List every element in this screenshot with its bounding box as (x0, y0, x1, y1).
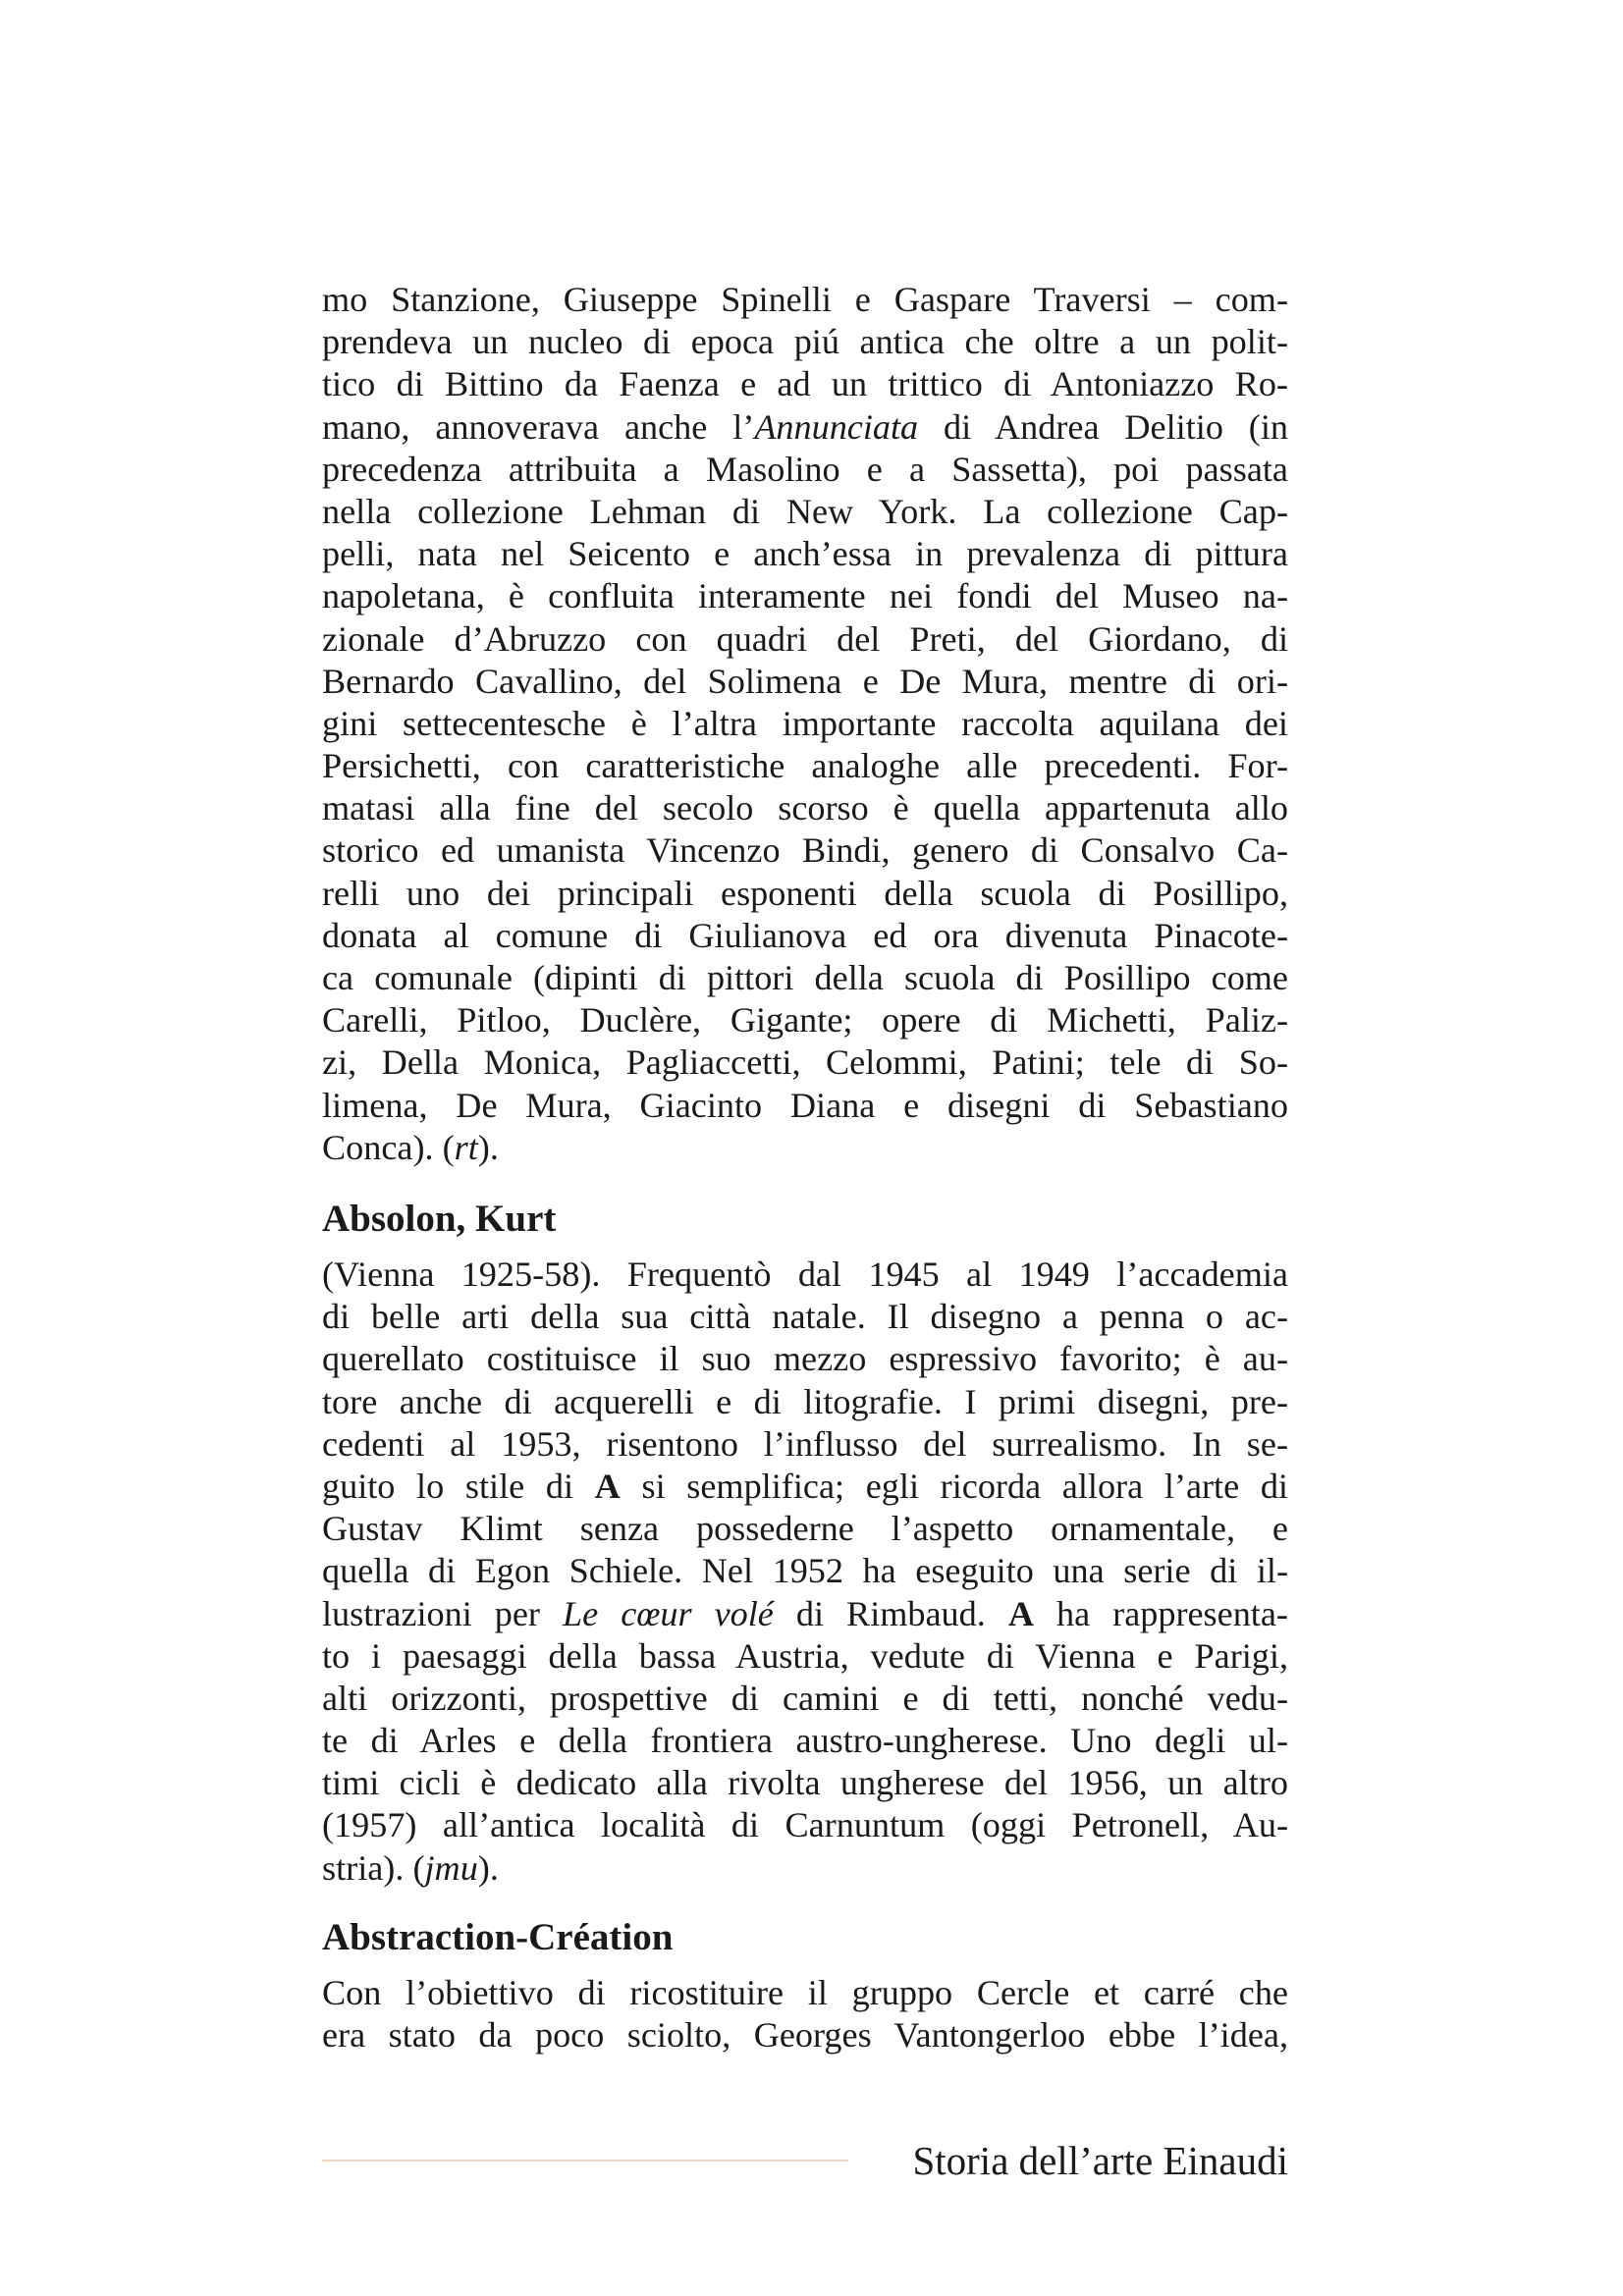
text-line: zionale d’Abruzzo con quadri del Preti, del Giordano, di (322, 618, 1288, 659)
text-line: (1957) all’antica località di Carnuntum (oggi Petronell, Au- (322, 1805, 1288, 1845)
text-line: donata al comune di Giulianova ed ora divenuta Pinacote- (322, 915, 1288, 955)
text-line: alti orizzonti, prospettive di camini e di tetti, nonché vedu- (322, 1678, 1288, 1718)
text-line: tore anche di acquerelli e di litografie. I primi disegni, pre- (322, 1381, 1288, 1421)
text-line: (Vienna 1925-58). Frequentò dal 1945 al 1949 l’accademia (322, 1255, 1288, 1294)
text-line: quella di Egon Schiele. Nel 1952 ha eseguito una serie di il- (322, 1551, 1288, 1591)
text-line: Persichetti, con caratteristiche analoghe alle precedenti. For- (322, 746, 1288, 786)
text-line: gini settecentesche è l’altra importante raccolta aquilana dei (322, 703, 1288, 743)
text-line: precedenza attribuita a Masolino e a Sassetta), poi passata (322, 449, 1288, 489)
entry-absolon-text (322, 1254, 1288, 1890)
text-line: ca comunale (dipinti di pittori della scuola di Posillipo come (322, 958, 1288, 997)
text-line: zi, Della Monica, Pagliaccetti, Celommi, Patini; tele di So- (322, 1042, 1288, 1083)
text-line: Gustav Klimt senza possederne l’aspetto ornamentale, e (322, 1509, 1288, 1549)
text-line: to i paesaggi della bassa Austria, vedute di Vienna e Parigi, (322, 1635, 1288, 1676)
footer-divider (322, 2160, 848, 2162)
bold-run: A (594, 1466, 621, 1506)
text-line: cedenti al 1953, risentono l’influsso del surrealismo. In se- (322, 1423, 1288, 1464)
entry-abstraction-creation-text (322, 1972, 1288, 2056)
text-line: mano, annoverava anche l’Annunciata di Andrea Delitio (in (322, 406, 1288, 447)
text-line: Conca). (rt). (322, 1127, 499, 1167)
text-line: relli uno dei principali esponenti della scuola di Posillipo, (322, 873, 1288, 913)
entry-continued-text (322, 279, 1288, 1169)
italic-run: jmu (424, 1847, 478, 1888)
text-line: napoletana, è confluita interamente nei fondi del Museo na- (322, 576, 1288, 616)
entry-heading-absolon: Absolon, Kurt (322, 1198, 557, 1240)
text-line: storico ed umanista Vincenzo Bindi, genero di Consalvo Ca- (322, 830, 1288, 871)
text-line: di belle arti della sua città natale. Il disegno a penna o ac- (322, 1297, 1288, 1337)
entry-heading-abstraction-creation: Abstraction-Création (322, 1916, 674, 1958)
text-line: Carelli, Pitloo, Duclère, Gigante; opere di Michetti, Paliz- (322, 1000, 1288, 1041)
text-line: guito lo stile di A si semplifica; egli ricorda allora l’arte di (322, 1466, 1288, 1506)
text-line: matasi alla fine del secolo scorso è quella appartenuta allo (322, 788, 1288, 828)
italic-run: rt (454, 1127, 478, 1167)
text-line: Con l’obiettivo di ricostituire il gruppo Cercle et carré che (322, 1973, 1288, 2012)
italic-run: Annunciata (754, 406, 919, 447)
italic-run: Le cœur volé (563, 1593, 774, 1633)
text-line: lustrazioni per Le cœur volé di Rimbaud. A ha rappresenta- (322, 1593, 1288, 1633)
text-line: limena, De Mura, Giacinto Diana e disegni di Sebastiano (322, 1085, 1288, 1125)
text-line: mo Stanzione, Giuseppe Spinelli e Gaspare Traversi – com- (322, 280, 1288, 319)
text-line: nella collezione Lehman di New York. La collezione Cap- (322, 491, 1288, 531)
text-line: te di Arles e della frontiera austro-ungherese. Uno degli ul- (322, 1721, 1288, 1761)
text-line: pelli, nata nel Seicento e anch’essa in prevalenza di pittura (322, 534, 1288, 574)
text-line: Bernardo Cavallino, del Solimena e De Mura, mentre di ori- (322, 661, 1288, 701)
text-line: prendeva un nucleo di epoca piú antica che oltre a un polit- (322, 322, 1288, 362)
footer-publication-title: Storia dell’arte Einaudi (912, 2138, 1288, 2183)
bold-run: A (1007, 1593, 1034, 1633)
text-line: tico di Bittino da Faenza e ad un trittico di Antoniazzo Ro- (322, 364, 1288, 404)
text-line: stria). (jmu). (322, 1847, 499, 1888)
text-line: timi cicli è dedicato alla rivolta ungherese del 1956, un altro (322, 1763, 1288, 1803)
text-line: era stato da poco sciolto, Georges Vantongerloo ebbe l’idea, (322, 2015, 1288, 2056)
text-line: querellato costituisce il suo mezzo espressivo favorito; è au- (322, 1339, 1288, 1379)
